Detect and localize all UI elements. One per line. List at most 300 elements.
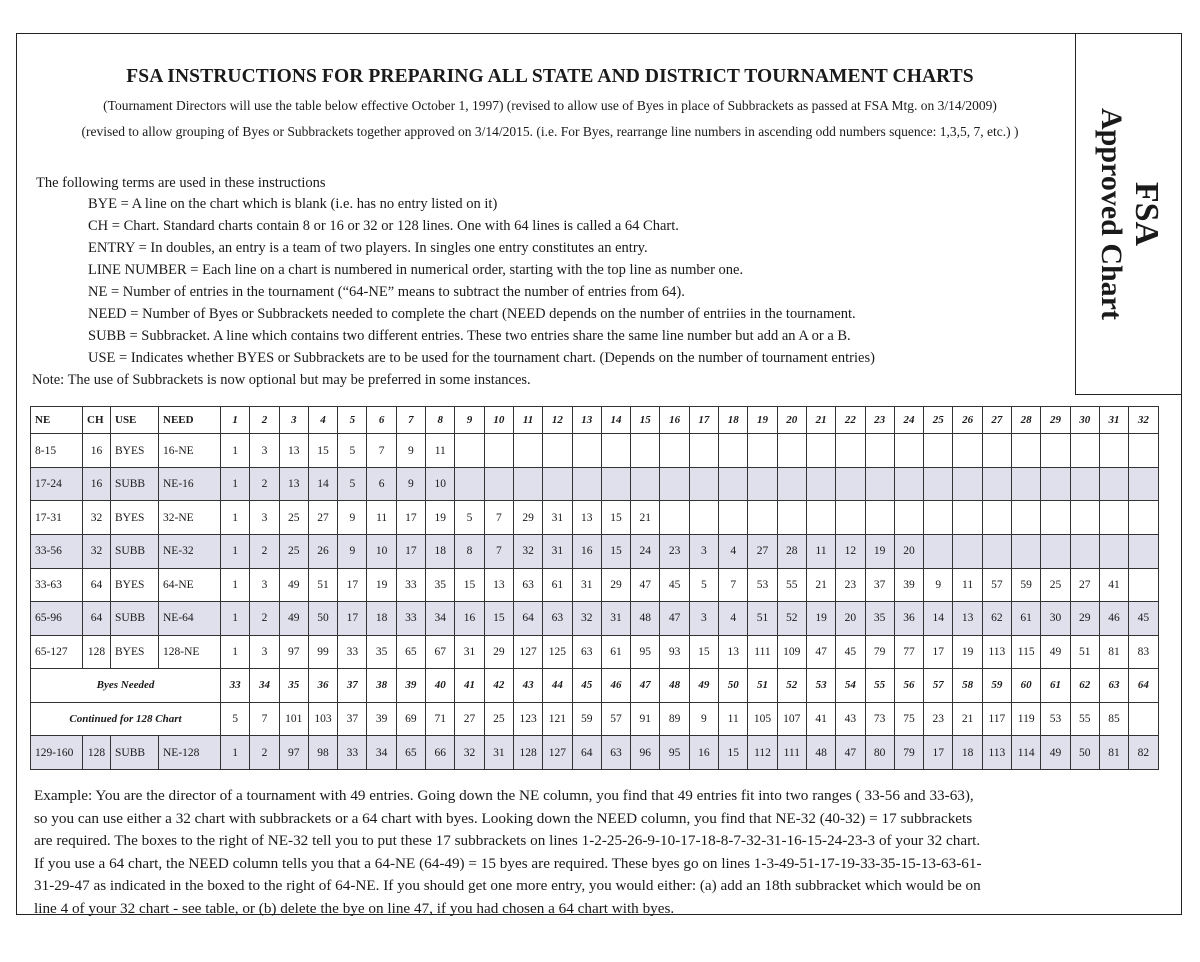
byes-needed-cell: 36 — [308, 669, 337, 703]
line-number-cell: 15 — [689, 635, 718, 669]
line-number-cell — [631, 467, 660, 501]
line-number-cell — [484, 467, 513, 501]
column-header: 11 — [513, 407, 542, 434]
line-number-cell: 93 — [660, 635, 689, 669]
line-number-cell: 95 — [631, 635, 660, 669]
line-number-cell: 67 — [426, 635, 455, 669]
line-number-cell: 113 — [982, 736, 1011, 770]
line-number-cell — [1012, 434, 1041, 468]
byes-needed-cell: 45 — [572, 669, 601, 703]
line-number-cell: 13 — [953, 602, 982, 636]
example-line: Example: You are the director of a tournament with 49 entries. Going down the NE column, you find that 49 entries fit into two ranges ( 33-56 and 33-63), — [34, 787, 974, 804]
line-number-cell — [455, 434, 484, 468]
line-number-cell: 59 — [1012, 568, 1041, 602]
term-definition: LINE NUMBER = Each line on a chart is numbered in numerical order, starting with the top line as number one. — [88, 262, 744, 278]
line-number-cell: 33 — [396, 602, 425, 636]
badge-line-2: Approved Chart — [1094, 108, 1128, 320]
line-number-cell: 37 — [865, 568, 894, 602]
line-number-cell: 48 — [631, 602, 660, 636]
line-number-cell: 114 — [1012, 736, 1041, 770]
line-number-cell: 12 — [836, 534, 865, 568]
use-cell: BYES — [111, 434, 159, 468]
line-number-cell: 32 — [455, 736, 484, 770]
column-header: 21 — [806, 407, 835, 434]
column-header: 31 — [1099, 407, 1128, 434]
line-number-cell: 25 — [484, 702, 513, 736]
column-header: 25 — [924, 407, 953, 434]
line-number-cell: 27 — [308, 501, 337, 535]
line-number-cell: 23 — [660, 534, 689, 568]
line-number-cell: 19 — [953, 635, 982, 669]
line-number-cell: 33 — [338, 635, 367, 669]
column-header: 27 — [982, 407, 1011, 434]
column-header: 8 — [426, 407, 455, 434]
line-number-cell: 9 — [689, 702, 718, 736]
line-number-cell — [1099, 434, 1128, 468]
line-number-cell — [777, 501, 806, 535]
line-number-cell: 39 — [367, 702, 396, 736]
ch-cell: 16 — [83, 467, 111, 501]
byes-needed-cell: 46 — [601, 669, 630, 703]
line-number-cell: 31 — [572, 568, 601, 602]
line-number-cell — [455, 467, 484, 501]
line-number-cell: 64 — [513, 602, 542, 636]
line-number-cell — [543, 467, 572, 501]
column-header: CH — [83, 407, 111, 434]
line-number-cell — [924, 534, 953, 568]
line-number-cell: 45 — [660, 568, 689, 602]
line-number-cell — [1012, 467, 1041, 501]
line-number-cell — [1099, 501, 1128, 535]
column-header: 26 — [953, 407, 982, 434]
byes-needed-cell: 49 — [689, 669, 718, 703]
line-number-cell: 11 — [367, 501, 396, 535]
line-number-cell: 19 — [806, 602, 835, 636]
ch-cell: 128 — [83, 635, 111, 669]
ch-cell: 128 — [83, 736, 111, 770]
line-number-cell: 105 — [748, 702, 777, 736]
line-number-cell — [748, 434, 777, 468]
line-number-cell — [924, 467, 953, 501]
line-number-cell: 61 — [1012, 602, 1041, 636]
line-number-cell: 36 — [894, 602, 923, 636]
line-number-cell: 5 — [338, 434, 367, 468]
need-cell: NE-128 — [159, 736, 221, 770]
line-number-cell: 49 — [1041, 635, 1070, 669]
byes-needed-cell: 34 — [250, 669, 279, 703]
line-number-cell: 5 — [221, 702, 250, 736]
line-number-cell: 83 — [1129, 635, 1158, 669]
line-number-cell: 64 — [572, 736, 601, 770]
line-number-cell: 123 — [513, 702, 542, 736]
line-number-cell: 35 — [865, 602, 894, 636]
line-number-cell: 7 — [484, 501, 513, 535]
column-header: 1 — [221, 407, 250, 434]
page-title: FSA INSTRUCTIONS FOR PREPARING ALL STATE AND DISTRICT TOURNAMENT CHARTS — [126, 66, 974, 87]
table-row — [31, 602, 1159, 636]
line-number-cell: 35 — [426, 568, 455, 602]
line-number-cell: 3 — [250, 434, 279, 468]
line-number-cell: 11 — [806, 534, 835, 568]
line-number-cell: 62 — [982, 602, 1011, 636]
line-number-cell: 15 — [455, 568, 484, 602]
line-number-cell: 16 — [572, 534, 601, 568]
line-number-cell: 8 — [455, 534, 484, 568]
line-number-cell: 37 — [338, 702, 367, 736]
need-cell: 16-NE — [159, 434, 221, 468]
line-number-cell: 33 — [396, 568, 425, 602]
line-number-cell — [1012, 501, 1041, 535]
line-number-cell — [865, 501, 894, 535]
line-number-cell — [777, 467, 806, 501]
line-number-cell — [1070, 534, 1099, 568]
column-header: 4 — [308, 407, 337, 434]
subtitle-revision: (revised to allow grouping of Byes or Subbrackets together approved on 3/14/2015. (i.e. For Byes, rearrange line numbers in ascending odd numbers squence: 1,3,5, 7, etc.) ) — [81, 124, 1019, 139]
ne-cell: 33-56 — [31, 534, 83, 568]
line-number-cell: 9 — [396, 434, 425, 468]
byes-needed-cell: 40 — [426, 669, 455, 703]
line-number-cell: 32 — [513, 534, 542, 568]
line-number-cell: 50 — [1070, 736, 1099, 770]
line-number-cell: 10 — [367, 534, 396, 568]
line-number-cell: 11 — [426, 434, 455, 468]
line-number-cell: 45 — [836, 635, 865, 669]
line-number-cell — [1099, 534, 1128, 568]
need-cell: 32-NE — [159, 501, 221, 535]
badge-line-1: FSA — [1127, 181, 1165, 247]
line-number-cell: 61 — [601, 635, 630, 669]
line-number-cell — [660, 501, 689, 535]
line-number-cell: 3 — [250, 501, 279, 535]
line-number-cell: 57 — [601, 702, 630, 736]
line-number-cell: 9 — [338, 534, 367, 568]
line-number-cell — [1129, 434, 1158, 468]
line-number-cell: 13 — [484, 568, 513, 602]
table-row — [31, 568, 1159, 602]
terms-intro: The following terms are used in these instructions — [36, 175, 326, 191]
line-number-cell — [1099, 467, 1128, 501]
byes-needed-cell: 59 — [982, 669, 1011, 703]
line-number-cell: 43 — [836, 702, 865, 736]
line-number-cell — [719, 434, 748, 468]
line-number-cell — [1129, 501, 1158, 535]
line-number-cell: 41 — [806, 702, 835, 736]
line-number-cell — [982, 501, 1011, 535]
line-number-cell: 5 — [689, 568, 718, 602]
byes-needed-cell: 60 — [1012, 669, 1041, 703]
line-number-cell: 81 — [1099, 635, 1128, 669]
ch-cell: 16 — [83, 434, 111, 468]
byes-needed-cell: 41 — [455, 669, 484, 703]
line-number-cell: 31 — [601, 602, 630, 636]
line-number-cell — [806, 501, 835, 535]
line-number-cell: 111 — [777, 736, 806, 770]
line-number-cell: 63 — [601, 736, 630, 770]
example-line: 31-29-47 as indicated in the boxed to the right of 64-NE. If you should get one more entry, you would either: (a) add an 18th subbracket which would be on — [34, 877, 981, 894]
column-header: 18 — [719, 407, 748, 434]
line-number-cell: 23 — [836, 568, 865, 602]
byes-needed-cell: 33 — [221, 669, 250, 703]
line-number-cell: 119 — [1012, 702, 1041, 736]
line-number-cell: 18 — [426, 534, 455, 568]
need-cell: NE-16 — [159, 467, 221, 501]
table-row — [31, 434, 1159, 468]
line-number-cell: 20 — [894, 534, 923, 568]
line-number-cell: 96 — [631, 736, 660, 770]
line-number-cell: 19 — [426, 501, 455, 535]
line-number-cell — [572, 467, 601, 501]
term-definition: NEED = Number of Byes or Subbrackets needed to complete the chart (NEED depends on the number of entriies in the tournament. — [88, 306, 856, 322]
line-number-cell: 5 — [338, 467, 367, 501]
byes-needed-cell: 53 — [806, 669, 835, 703]
byes-needed-cell: 37 — [338, 669, 367, 703]
line-number-cell — [660, 434, 689, 468]
byes-needed-cell: 58 — [953, 669, 982, 703]
line-number-cell: 15 — [308, 434, 337, 468]
line-number-cell: 1 — [221, 568, 250, 602]
line-number-cell: 127 — [513, 635, 542, 669]
line-number-cell: 29 — [1070, 602, 1099, 636]
line-number-cell: 45 — [1129, 602, 1158, 636]
ch-cell: 64 — [83, 602, 111, 636]
line-number-cell: 57 — [982, 568, 1011, 602]
use-cell: BYES — [111, 568, 159, 602]
line-number-cell: 55 — [777, 568, 806, 602]
line-number-cell — [1041, 534, 1070, 568]
line-number-cell: 112 — [748, 736, 777, 770]
ne-cell: 65-127 — [31, 635, 83, 669]
line-number-cell: 32 — [572, 602, 601, 636]
line-number-cell — [1129, 702, 1158, 736]
subtitle-effective-date: (Tournament Directors will use the table below effective October 1, 1997) (revised to allow use of Byes in place of Subbrackets as passed at FSA Mtg. on 3/14/2009) — [103, 98, 997, 113]
line-number-cell: 77 — [894, 635, 923, 669]
line-number-cell — [572, 434, 601, 468]
line-number-cell — [894, 467, 923, 501]
line-number-cell: 15 — [601, 501, 630, 535]
line-number-cell: 53 — [748, 568, 777, 602]
line-number-cell — [777, 434, 806, 468]
line-number-cell: 28 — [777, 534, 806, 568]
line-number-cell: 3 — [250, 568, 279, 602]
line-number-cell: 117 — [982, 702, 1011, 736]
line-number-cell: 1 — [221, 501, 250, 535]
line-number-cell: 79 — [894, 736, 923, 770]
line-number-cell: 9 — [396, 467, 425, 501]
line-number-cell — [601, 467, 630, 501]
line-number-cell: 27 — [748, 534, 777, 568]
line-number-cell: 59 — [572, 702, 601, 736]
note-text: Note: The use of Subbrackets is now optional but may be preferred in some instances. — [32, 372, 531, 388]
line-number-cell: 81 — [1099, 736, 1128, 770]
line-number-cell — [689, 501, 718, 535]
table-row — [31, 467, 1159, 501]
line-number-cell — [631, 434, 660, 468]
continued-row — [31, 702, 1159, 736]
line-number-cell: 49 — [279, 568, 308, 602]
line-number-cell — [601, 434, 630, 468]
column-header: NEED — [159, 407, 221, 434]
line-number-cell: 21 — [953, 702, 982, 736]
line-number-cell: 101 — [279, 702, 308, 736]
line-number-cell: 20 — [836, 602, 865, 636]
table-row — [31, 635, 1159, 669]
line-number-cell: 66 — [426, 736, 455, 770]
line-number-cell: 47 — [631, 568, 660, 602]
line-number-cell: 71 — [426, 702, 455, 736]
line-number-cell: 50 — [308, 602, 337, 636]
line-number-cell: 7 — [367, 434, 396, 468]
example-paragraph — [34, 785, 1164, 920]
byes-needed-cell: 55 — [865, 669, 894, 703]
line-number-cell: 35 — [367, 635, 396, 669]
line-number-cell — [513, 434, 542, 468]
line-number-cell: 33 — [338, 736, 367, 770]
line-number-cell: 13 — [719, 635, 748, 669]
line-number-cell — [953, 467, 982, 501]
column-header: USE — [111, 407, 159, 434]
line-number-cell: 49 — [1041, 736, 1070, 770]
line-number-cell — [660, 467, 689, 501]
line-number-cell: 121 — [543, 702, 572, 736]
line-number-cell: 13 — [279, 434, 308, 468]
line-number-cell: 31 — [455, 635, 484, 669]
ch-cell: 32 — [83, 501, 111, 535]
line-number-cell: 25 — [1041, 568, 1070, 602]
column-header: 15 — [631, 407, 660, 434]
line-number-cell: 79 — [865, 635, 894, 669]
line-number-cell: 1 — [221, 434, 250, 468]
line-number-cell: 49 — [279, 602, 308, 636]
need-cell: NE-64 — [159, 602, 221, 636]
line-number-cell: 63 — [513, 568, 542, 602]
line-number-cell — [1129, 534, 1158, 568]
line-number-cell: 17 — [338, 602, 367, 636]
line-number-cell: 16 — [689, 736, 718, 770]
byes-needed-cell: 44 — [543, 669, 572, 703]
line-number-cell: 34 — [426, 602, 455, 636]
line-number-cell: 97 — [279, 635, 308, 669]
need-cell: 128-NE — [159, 635, 221, 669]
line-number-cell: 15 — [601, 534, 630, 568]
line-number-cell: 11 — [953, 568, 982, 602]
term-definition: NE = Number of entries in the tournament (“64-NE” means to subtract the number of entries from 64). — [88, 284, 685, 300]
line-number-cell: 107 — [777, 702, 806, 736]
line-number-cell: 29 — [513, 501, 542, 535]
line-number-cell — [894, 434, 923, 468]
ne-cell: 65-96 — [31, 602, 83, 636]
term-definition: USE = Indicates whether BYES or Subbrackets are to be used for the tournament chart. (Depends on the number of tournament entries) — [88, 350, 875, 366]
use-cell: BYES — [111, 635, 159, 669]
column-header: 5 — [338, 407, 367, 434]
line-number-cell: 14 — [924, 602, 953, 636]
line-number-cell: 27 — [1070, 568, 1099, 602]
column-header: 17 — [689, 407, 718, 434]
byes-needed-cell: 54 — [836, 669, 865, 703]
ne-cell: 33-63 — [31, 568, 83, 602]
line-number-cell: 51 — [1070, 635, 1099, 669]
line-number-cell: 91 — [631, 702, 660, 736]
line-number-cell — [836, 434, 865, 468]
line-number-cell — [865, 467, 894, 501]
byes-needed-label: Byes Needed — [31, 669, 221, 703]
line-number-cell: 18 — [953, 736, 982, 770]
line-number-cell: 1 — [221, 602, 250, 636]
line-number-cell: 80 — [865, 736, 894, 770]
line-number-cell: 53 — [1041, 702, 1070, 736]
use-cell: SUBB — [111, 467, 159, 501]
byes-needed-cell: 48 — [660, 669, 689, 703]
line-number-cell: 21 — [806, 568, 835, 602]
byes-needed-cell: 50 — [719, 669, 748, 703]
example-line: If you use a 64 chart, the NEED column tells you that a 64-NE (64-49) = 15 byes are required. These byes go on lines 1-3-49-51-17-19-33-35-15-13-63-61- — [34, 854, 982, 872]
line-number-cell: 61 — [543, 568, 572, 602]
line-number-cell — [1129, 467, 1158, 501]
term-definition: CH = Chart. Standard charts contain 8 or 16 or 32 or 128 lines. One with 64 lines is called a 64 Chart. — [88, 218, 679, 234]
line-number-cell: 17 — [396, 501, 425, 535]
line-number-cell: 7 — [484, 534, 513, 568]
line-number-cell — [484, 434, 513, 468]
line-number-cell — [1012, 534, 1041, 568]
line-number-cell: 17 — [924, 736, 953, 770]
line-number-cell: 51 — [308, 568, 337, 602]
line-number-cell: 113 — [982, 635, 1011, 669]
line-number-cell: 13 — [279, 467, 308, 501]
line-number-cell: 9 — [338, 501, 367, 535]
column-header: 30 — [1070, 407, 1099, 434]
use-cell: SUBB — [111, 534, 159, 568]
byes-needed-cell: 56 — [894, 669, 923, 703]
line-number-cell — [982, 434, 1011, 468]
byes-needed-cell: 51 — [748, 669, 777, 703]
line-number-cell: 30 — [1041, 602, 1070, 636]
line-number-cell — [543, 434, 572, 468]
column-header: 20 — [777, 407, 806, 434]
line-number-cell: 29 — [601, 568, 630, 602]
column-header: 32 — [1129, 407, 1158, 434]
line-number-cell: 48 — [806, 736, 835, 770]
table-row — [31, 534, 1159, 568]
line-number-cell: 9 — [924, 568, 953, 602]
line-number-cell: 11 — [719, 702, 748, 736]
byes-needed-cell: 52 — [777, 669, 806, 703]
line-number-cell: 95 — [660, 736, 689, 770]
line-number-cell — [894, 501, 923, 535]
line-number-cell: 34 — [367, 736, 396, 770]
use-cell: SUBB — [111, 602, 159, 636]
line-number-cell — [836, 467, 865, 501]
line-number-cell: 23 — [924, 702, 953, 736]
line-number-cell: 4 — [719, 534, 748, 568]
table-row — [31, 501, 1159, 535]
line-number-cell: 15 — [719, 736, 748, 770]
ne-cell: 17-31 — [31, 501, 83, 535]
line-number-cell — [953, 434, 982, 468]
byes-needed-cell: 61 — [1041, 669, 1070, 703]
line-number-cell: 6 — [367, 467, 396, 501]
line-number-cell: 128 — [513, 736, 542, 770]
use-cell: BYES — [111, 501, 159, 535]
approved-chart-label — [1094, 64, 1164, 364]
line-number-cell: 18 — [367, 602, 396, 636]
table-header-row — [31, 407, 1159, 434]
line-number-cell: 98 — [308, 736, 337, 770]
line-number-cell: 52 — [777, 602, 806, 636]
line-number-cell: 85 — [1099, 702, 1128, 736]
line-number-cell: 65 — [396, 635, 425, 669]
line-number-cell: 29 — [484, 635, 513, 669]
tournament-chart-table — [30, 406, 1159, 770]
column-header: 12 — [543, 407, 572, 434]
